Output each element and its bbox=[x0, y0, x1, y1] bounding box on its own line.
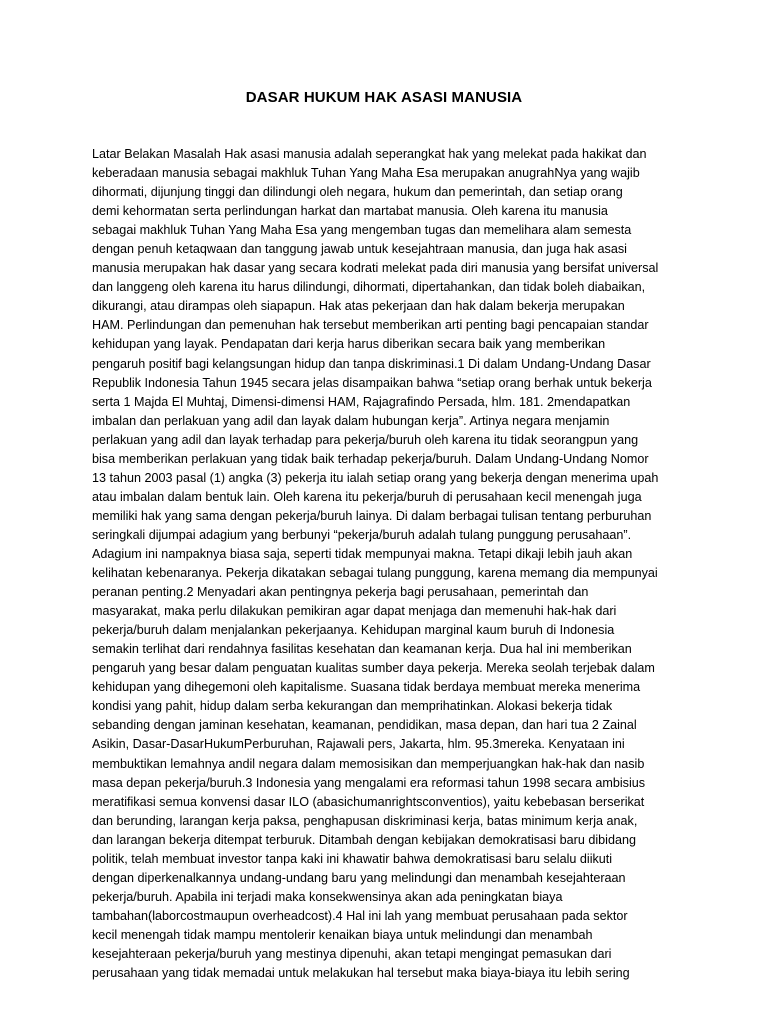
document-body-line: dan berunding, larangan kerja paksa, penghapusan diskriminasi kerja, batas minimum kerja anak, bbox=[92, 813, 638, 828]
document-body-line: perusahaan yang tidak memadai untuk melakukan hal tersebut maka biaya-biaya itu lebih sering bbox=[92, 966, 630, 981]
document-body-line: seringkali dijumpai adagium yang berbunyi “pekerja/buruh adalah tulang punggung perusahaan”. bbox=[92, 527, 632, 542]
document-body-line: kelihatan kebenaranya. Pekerja dikatakan sebagai tulang punggung, karena memang dia mempunyai bbox=[92, 566, 658, 581]
document-body-line: sebagai makhluk Tuhan Yang Maha Esa yang mengemban tugas dan memelihara alam semesta bbox=[92, 223, 632, 238]
document-body-line: sebanding dengan jaminan kesehatan, keamanan, pendidikan, masa depan, dan hari tua 2 Zainal bbox=[92, 718, 637, 733]
document-body-line: memiliki hak yang sama dengan pekerja/buruh lainya. Di dalam berbagai tulisan tentang perburuhan bbox=[92, 508, 652, 523]
document-body-line: Latar Belakan Masalah Hak asasi manusia adalah seperangkat hak yang melekat pada hakikat dan bbox=[92, 147, 647, 161]
document-title: DASAR HUKUM HAK ASASI MANUSIA bbox=[245, 89, 523, 106]
document-body-line: dan langgeng oleh karena itu harus dilindungi, dihormati, dipertahankan, dan tidak boleh diabaikan, bbox=[92, 280, 646, 295]
document-body-line: masyarakat, maka perlu dilakukan pemikiran agar dapat menjaga dan memenuhi hak-hak dari bbox=[92, 604, 617, 619]
document-body-line: Republik Indonesia Tahun 1945 secara jelas disampaikan bahwa “setiap orang berhak untuk bekerja bbox=[92, 375, 652, 390]
document-body-line: Adagium ini nampaknya biasa saja, seperti tidak mempunyai makna. Tetapi dikaji lebih jauh akan bbox=[92, 546, 633, 561]
document-body-line: dengan diperkenalkannya undang-undang baru yang melindungi dan menambah kesejahteraan bbox=[92, 870, 626, 885]
document-body-line: meratifikasi semua konvensi dasar ILO (abasichumanrightsconventios), yaitu kebebasan berserikat bbox=[92, 794, 645, 809]
document-body-line: keberadaan manusia sebagai makhluk Tuhan Yang Maha Esa merupakan anugrahNya yang wajib bbox=[92, 166, 640, 181]
document-body-line: pengaruh positif bagi kelangsungan hidup dan tanpa diskriminasi.1 Di dalam Undang-Undang Dasar bbox=[92, 356, 651, 371]
document-body-line: demi kehormatan serta perlindungan harkat dan martabat manusia. Oleh karena itu manusia bbox=[92, 204, 608, 219]
document-body-line: peranan penting.2 Menyadari akan pentingnya pekerja bagi perusahaan, pemerintah dan bbox=[92, 585, 589, 600]
document-body-line: masa depan pekerja/buruh.3 Indonesia yang mengalami era reformasi tahun 1998 secara ambisius bbox=[92, 775, 646, 790]
document-body-line: perlakuan yang adil dan layak terhadap para pekerja/buruh oleh karena itu tidak seorangpun yang bbox=[92, 432, 639, 447]
document-body-line: imbalan dan perlakuan yang adil dan layak dalam hubungan kerja”. Artinya negara menjamin bbox=[92, 413, 610, 428]
document-body-line: pekerja/buruh dalam menjalankan pekerjaanya. Kehidupan marginal kaum buruh di Indonesia bbox=[92, 623, 615, 638]
document-body-line: kesejahteraan pekerja/buruh yang mestinya dipenuhi, akan tetapi mengingat pemasukan dari bbox=[92, 946, 612, 961]
document-body-line: politik, telah membuat investor tanpa kaki ini khawatir bahwa demokratisasi baru selalu diikuti bbox=[92, 851, 613, 866]
document-body-line: HAM. Perlindungan dan pemenuhan hak tersebut memberikan arti penting bagi pencapaian standar bbox=[92, 318, 649, 333]
document-body-line: dihormati, dijunjung tinggi dan dilindungi oleh negara, hukum dan pemerintah, dan setiap orang bbox=[92, 185, 623, 200]
document-body-line: kehidupan yang dihegemoni oleh kapitalisme. Suasana tidak berdaya membuat mereka menerima bbox=[92, 680, 641, 695]
document-body-line: dikurangi, atau dirampas oleh siapapun. Hak atas pekerjaan dan hak dalam bekerja merupakan bbox=[92, 299, 625, 314]
document-body-line: kehidupan yang layak. Pendapatan dari kerja harus diberikan secara baik yang memberikan bbox=[92, 337, 606, 352]
document-body-line: atau imbalan dalam bentuk lain. Oleh karena itu pekerja/buruh di perusahaan kecil menengah juga bbox=[92, 489, 642, 504]
document-body-line: dan larangan bekerja ditempat terburuk. Ditambah dengan kebijakan demokratisasi baru dibidang bbox=[92, 832, 636, 847]
document-body-line: semakin terlihat dari rendahnya fasilitas kesehatan dan keamanan kerja. Dua hal ini memberikan bbox=[92, 642, 632, 657]
document-body bbox=[92, 145, 712, 983]
document-body-line: membuktikan lemahnya andil negara dalam memosisikan dan memperjuangkan hak-hak dan nasib bbox=[92, 756, 645, 771]
document-body-line: bisa memberikan perlakuan yang tidak baik terhadap pekerja/buruh. Dalam Undang-Undang Nomor bbox=[92, 451, 649, 466]
document-body-line: Asikin, Dasar-DasarHukumPerburuhan, Rajawali pers, Jakarta, hlm. 95.3mereka. Kenyataan ini bbox=[92, 737, 625, 752]
document-body-line: kondisi yang pahit, hidup dalam serba kekurangan dan memprihatinkan. Alokasi bekerja tidak bbox=[92, 699, 613, 714]
document-body-line: dengan penuh ketaqwaan dan tanggung jawab untuk kesejahtraan manusia, dan juga hak asasi bbox=[92, 242, 627, 257]
document-body-line: kecil menengah tidak mampu mentolerir kenaikan biaya untuk melindungi dan menambah bbox=[92, 927, 593, 942]
document-body-line: pekerja/buruh. Apabila ini terjadi maka konsekwensinya akan ada peningkatan biaya bbox=[92, 889, 563, 904]
document-body-line: 13 tahun 2003 pasal (1) angka (3) pekerja itu ialah setiap orang yang bekerja dengan menerima upah bbox=[92, 470, 659, 485]
document-body-line: manusia merupakan hak dasar yang secara kodrati melekat pada diri manusia yang bersifat universal bbox=[92, 261, 659, 276]
document-body-line: pengaruh yang besar dalam penguatan kualitas sumber daya pekerja. Mereka seolah terjebak dalam bbox=[92, 661, 655, 676]
document-body-line: tambahan(laborcostmaupun overheadcost).4 Hal ini lah yang membuat perusahaan pada sektor bbox=[92, 908, 628, 923]
document-body-line: serta 1 Majda El Muhtaj, Dimensi-dimensi HAM, Rajagrafindo Persada, hlm. 181. 2mendapatkan bbox=[92, 394, 631, 409]
